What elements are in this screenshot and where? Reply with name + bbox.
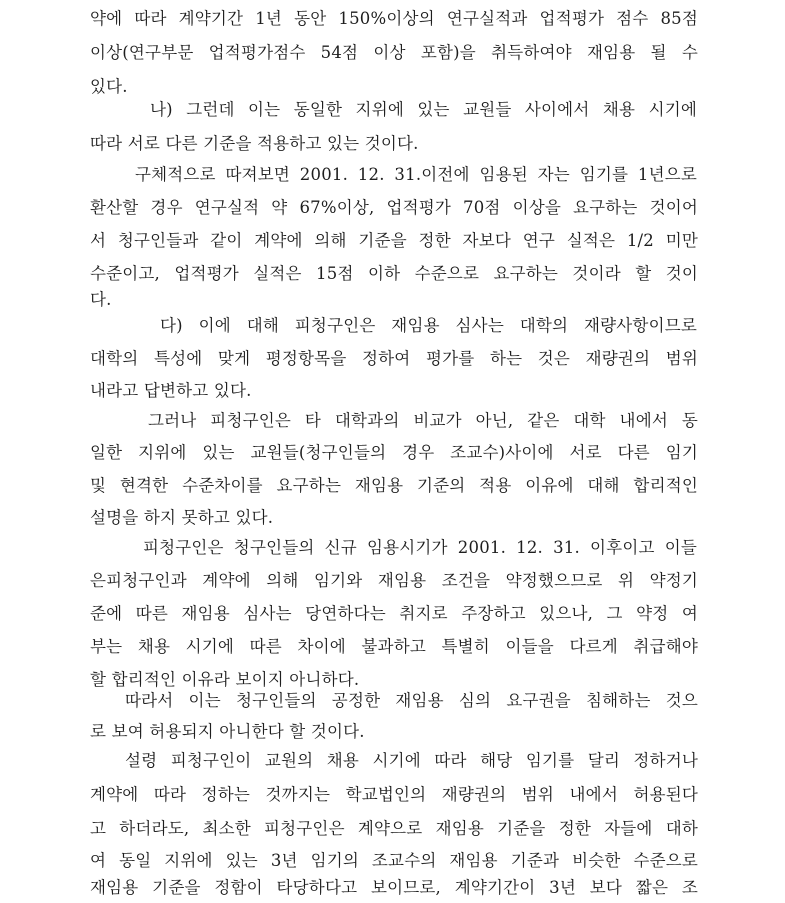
text-line-03: 있다.: [90, 77, 128, 96]
text-line-07: 환산할 경우 연구실적 약 67%이상, 업적평가 70점 이상을 요구하는 것이어: [90, 198, 698, 217]
text-line-02: 이상(연구부문 업적평가점수 54점 이상 포함)을 취득하여야 재임용 될 수: [90, 43, 698, 62]
text-line-15: 일한 지위에 있는 교원들(청구인들의 경우 조교수)사이에 서로 다른 임기: [90, 443, 698, 462]
text-line-22: 할 합리적인 이유라 보이지 아니하다.: [90, 670, 360, 689]
text-line-26: 계약에 따라 정하는 것까지는 학교법인의 재량권의 범위 내에서 허용된다: [90, 785, 698, 804]
text-line-08: 서 청구인들과 같이 계약에 의해 기준을 정한 자보다 연구 실적은 1/2 미만: [90, 231, 698, 250]
text-line-20: 준에 따른 재임용 심사는 당연하다는 취지로 주장하고 있으나, 그 약정 여: [90, 604, 698, 623]
text-line-27: 고 하더라도, 최소한 피청구인은 계약으로 재임용 기준을 정한 자들에 대하: [90, 819, 698, 838]
text-line-11: 다) 이에 대해 피청구인은 재임용 심사는 대학의 재량사항이므로: [160, 316, 697, 335]
text-line-04: 나) 그런데 이는 동일한 지위에 있는 교원들 사이에서 채용 시기에: [150, 100, 697, 119]
text-line-13: 내라고 답변하고 있다.: [90, 381, 252, 400]
text-line-14: 그러나 피청구인은 타 대학과의 비교가 아닌, 같은 대학 내에서 동: [148, 411, 698, 430]
text-line-19: 은피청구인과 계약에 의해 임기와 재임용 조건을 약정했으므로 위 약정기: [90, 571, 698, 590]
text-line-21: 부는 채용 시기에 따른 차이에 불과하고 특별히 이들을 다르게 취급해야: [90, 637, 698, 656]
text-line-18: 피청구인은 청구인들의 신규 임용시기가 2001. 12. 31. 이후이고 이들: [143, 538, 697, 557]
text-line-09: 수준이고, 업적평가 실적은 15점 이하 수준으로 요구하는 것이라 할 것이: [90, 264, 698, 283]
text-line-10: 다.: [90, 290, 112, 309]
text-line-16: 및 현격한 수준차이를 요구하는 재임용 기준의 적용 이유에 대해 합리적인: [90, 476, 698, 495]
text-line-23: 따라서 이는 청구인들의 공정한 재임용 심의 요구권을 침해하는 것으: [125, 691, 698, 710]
text-line-06: 구체적으로 따져보면 2001. 12. 31.이전에 임용된 자는 임기를 1년으로: [135, 165, 697, 184]
text-line-12: 대학의 특성에 맞게 평정항목을 정하여 평가를 하는 것은 재량권의 범위: [90, 349, 698, 368]
text-line-17: 설명을 하지 못하고 있다.: [90, 508, 274, 527]
text-line-05: 따라 서로 다른 기준을 적용하고 있는 것이다.: [90, 134, 419, 153]
text-line-24: 로 보여 허용되지 아니한다 할 것이다.: [90, 722, 365, 741]
text-line-28: 여 동일 지위에 있는 3년 임기의 조교수의 재임용 기준과 비슷한 수준으로: [90, 851, 698, 870]
text-line-25: 설령 피청구인이 교원의 채용 시기에 따라 해당 임기를 달리 정하거나: [125, 751, 698, 770]
text-line-29: 재임용 기준을 정함이 타당하다고 보이므로, 계약기간이 3년 보다 짧은 조: [90, 878, 698, 897]
text-line-01: 약에 따라 계약기간 1년 동안 150%이상의 연구실적과 업적평가 점수 85점: [90, 9, 698, 28]
